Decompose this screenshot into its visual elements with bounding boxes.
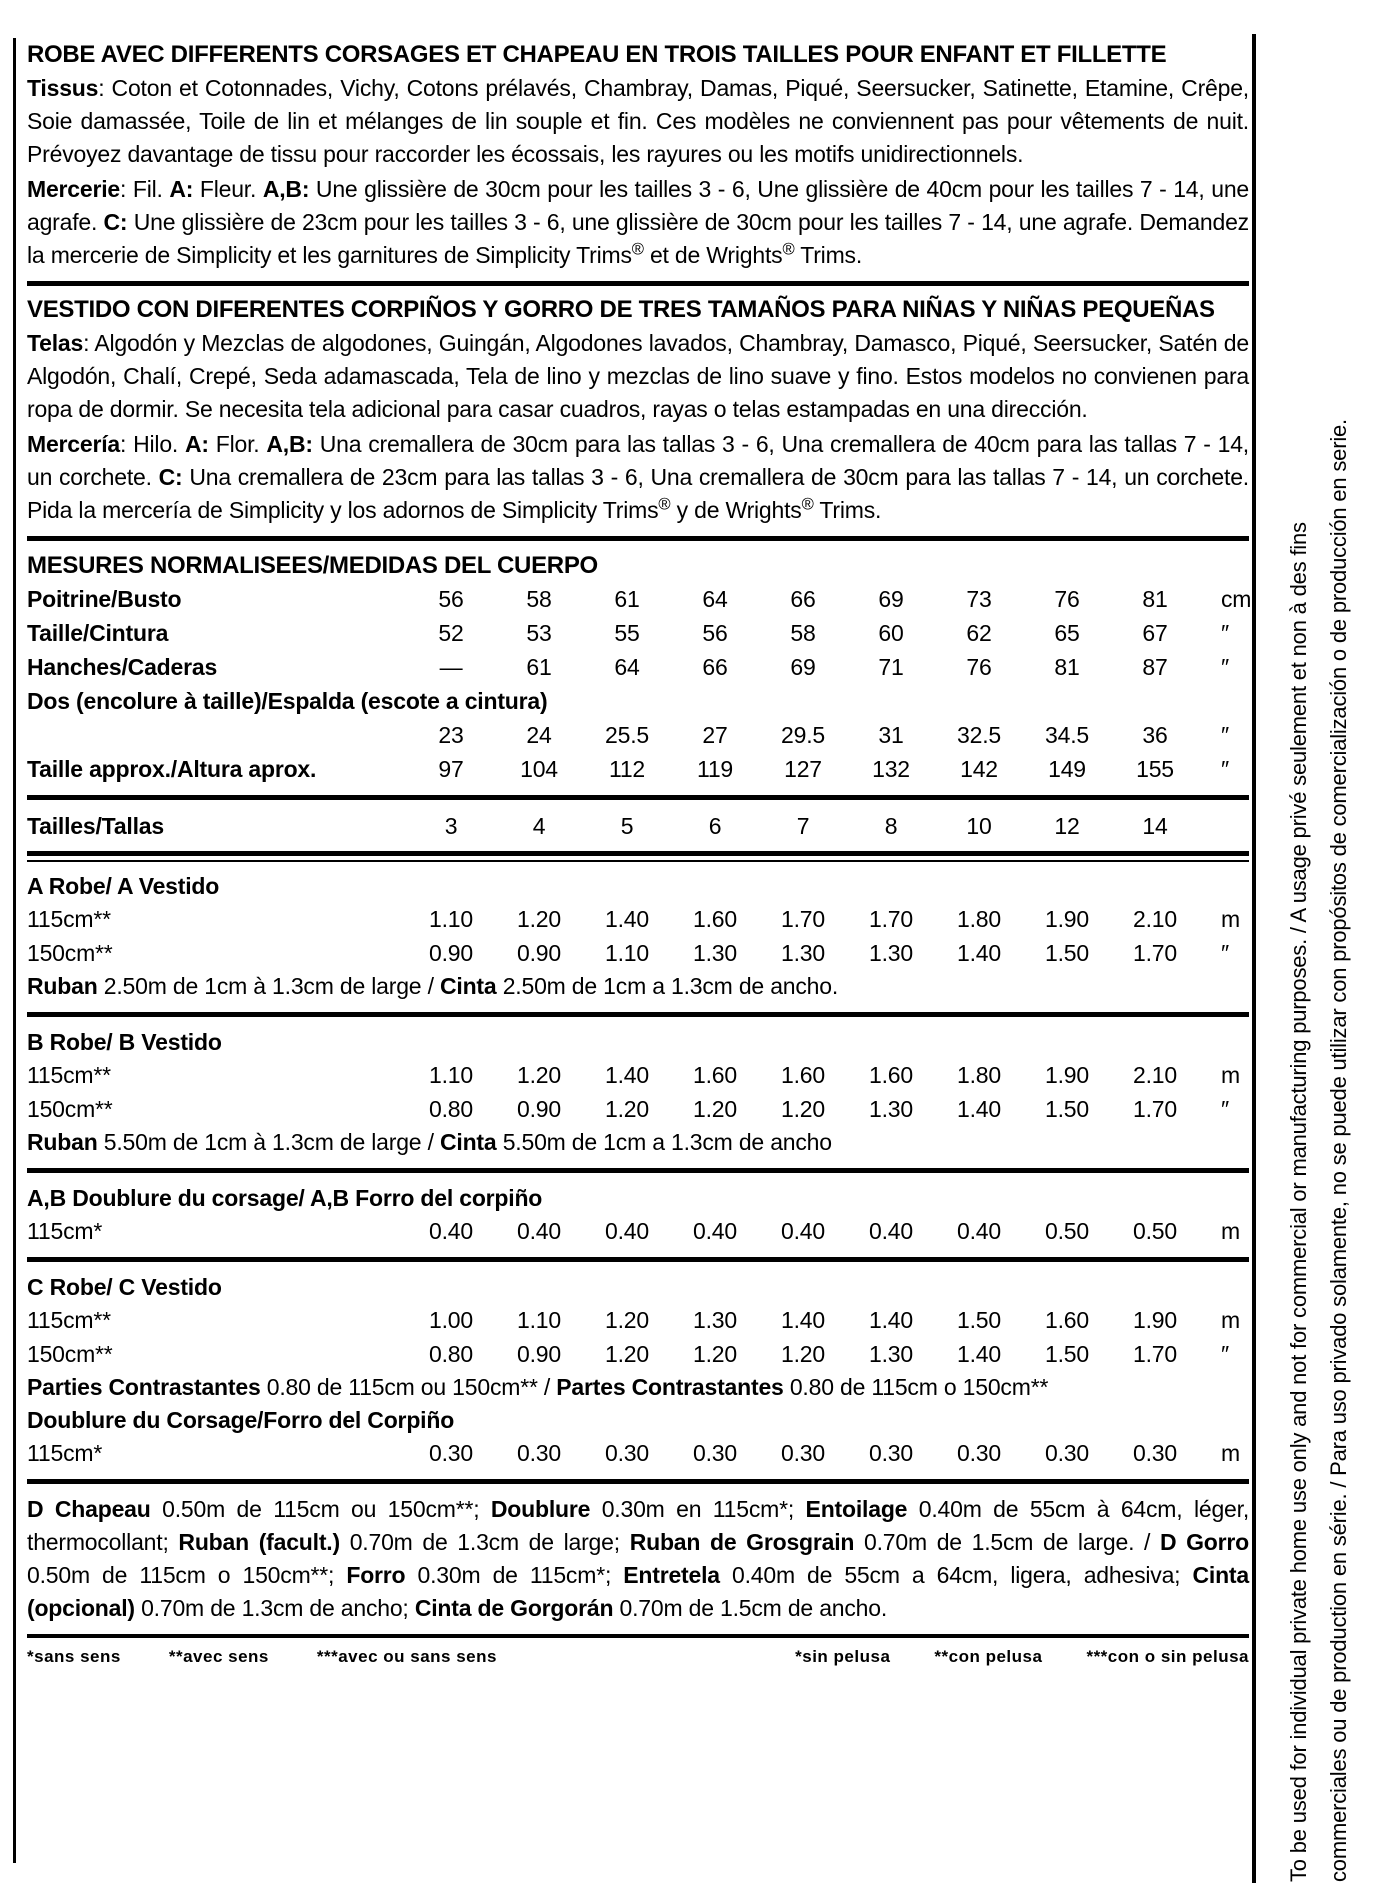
left-border-line: [13, 38, 16, 1863]
table-row-height: [27, 752, 1249, 786]
table-row-hips: [27, 650, 1249, 684]
sizes-row: [27, 809, 1249, 843]
section-a-heading: A Robe/ A Vestido: [27, 873, 220, 899]
table-row-waist: [27, 616, 1249, 650]
table-cell: 0.90: [429, 940, 473, 966]
bodice-lining-heading: Doublure du Corsage/Forro del Corpiño: [27, 1407, 455, 1433]
table-row-c-115: [27, 1303, 1249, 1337]
table-cell: 1.70: [869, 906, 913, 932]
paragraph-notions-spanish: [27, 428, 1249, 527]
text-run: D Gorro: [1159, 1529, 1249, 1555]
unit-cell: m: [1221, 1307, 1240, 1333]
table-cell: 1.80: [957, 906, 1001, 932]
unit-cell: cm: [1221, 586, 1252, 612]
table-cell: 1.30: [693, 940, 737, 966]
table-cell: 132: [872, 756, 910, 782]
table-cell: 0.40: [429, 1218, 473, 1244]
body-measurements-heading: MESURES NORMALISEES/MEDIDAS DEL CUERPO: [27, 552, 598, 579]
footer-divider: [27, 1634, 1249, 1638]
table-cell: 1.90: [1045, 906, 1089, 932]
paragraph-notions-french: [27, 173, 1249, 272]
copyright-notice-line2: commerciales ou de production en série. / Para uso privado solamente, no se puede utilizar con propósitos de comercialización o de producción en serie.: [1326, 419, 1351, 1882]
text-run: Forro: [346, 1562, 406, 1588]
ribbon-note-a: [27, 970, 1249, 1003]
table-cell: 1.40: [957, 1096, 1001, 1122]
table-cell: 155: [1136, 756, 1174, 782]
table-cell: 1.60: [781, 1062, 825, 1088]
text-run: 0.30m de 115cm*;: [405, 1562, 624, 1588]
table-cell: 52: [438, 620, 464, 646]
table-cell: 3: [444, 813, 458, 839]
footnote-con-pelusa: **con pelusa: [934, 1647, 1043, 1666]
title-french: ROBE AVEC DIFFERENTS CORSAGES ET CHAPEAU EN TROIS TAILLES POUR ENFANT ET FILLETTE: [27, 41, 1167, 68]
table-cell: 0.90: [517, 1341, 561, 1367]
section-divider: [27, 1168, 1249, 1173]
table-cell: 1.30: [781, 940, 825, 966]
text-run: Cinta: [439, 1129, 497, 1155]
table-cell: 71: [878, 654, 904, 680]
table-cell: 0.50: [1045, 1218, 1089, 1244]
unit-cell: m: [1221, 1062, 1240, 1088]
text-run: 0.70m de 1.5cm de large. /: [854, 1529, 1160, 1555]
text-run: 2.50m de 1cm a 1.3cm de ancho.: [496, 973, 839, 999]
table-cell: 0.80: [429, 1096, 473, 1122]
table-cell: 1.60: [1045, 1307, 1089, 1333]
row-label: Taille approx./Altura aprox.: [27, 756, 317, 782]
table-cell: 87: [1142, 654, 1168, 680]
table-cell: 1.70: [781, 906, 825, 932]
row-label: Poitrine/Busto: [27, 586, 182, 612]
text-run: Una cremallera de 23cm para las tallas 3 - 6, Una cremallera de 30cm para las tallas 7 - 14, un corchete. Pida la mercería de Simplicity y los adornos de Simplicity Trims: [27, 464, 1249, 523]
table-cell: 0.40: [957, 1218, 1001, 1244]
table-cell: 1.90: [1045, 1062, 1089, 1088]
section-ab-lining-heading: A,B Doublure du corsage/ A,B Forro del corpiño: [27, 1185, 543, 1211]
text-run: Flor.: [208, 431, 267, 457]
text-run: Telas: [27, 330, 84, 356]
table-cell: 0.90: [517, 940, 561, 966]
table-cell: 36: [1142, 722, 1168, 748]
table-cell: 0.30: [429, 1440, 473, 1466]
table-cell: 1.50: [1045, 1096, 1089, 1122]
table-cell: 0.30: [693, 1440, 737, 1466]
text-run: : Algodón y Mezclas de algodones, Guingán, Algodones lavados, Chambray, Damasco, Piqué, Seersucker, Satén de Algodón, Chalí, Crepé, Seda adamascada, Tela de lino y mezclas de lino suave y fino. Estos modelos no convienen para ropa de dormir. Se necesita tela adicional para casar cuadros, rayas o telas estampadas en una dirección.: [27, 330, 1249, 422]
table-cell: 5: [620, 813, 634, 839]
text-run: Une glissière de 30cm pour les tailles 3 - 6, Une glissière de 40cm pour les tailles 7 - 14, une agrafe.: [27, 176, 1249, 235]
section-b-heading: B Robe/ B Vestido: [27, 1029, 222, 1055]
section-divider: [27, 536, 1249, 541]
row-label: Tailles/Tallas: [27, 813, 164, 839]
unit-cell: m: [1221, 906, 1240, 932]
footnote-avec-sens: **avec sens: [168, 1647, 269, 1666]
text-run: 0.50m de 115cm o 150cm**;: [27, 1562, 347, 1588]
text-run: Ruban de Grosgrain: [629, 1529, 855, 1555]
text-run: A:: [169, 176, 194, 202]
table-cell: 1.70: [1133, 1341, 1177, 1367]
text-run: A:: [185, 431, 209, 457]
table-cell: 61: [526, 654, 552, 680]
table-cell: 1.20: [517, 906, 561, 932]
double-divider: [27, 851, 1249, 862]
table-cell: 0.80: [429, 1341, 473, 1367]
table-cell: 10: [966, 813, 992, 839]
table-cell: 69: [878, 586, 904, 612]
table-cell: 1.30: [869, 1096, 913, 1122]
table-cell: 1.40: [605, 1062, 649, 1088]
table-cell: 0.40: [517, 1218, 561, 1244]
table-row-b-115: [27, 1058, 1249, 1092]
footnotes-row: [27, 1647, 1249, 1667]
table-cell: 1.10: [605, 940, 649, 966]
table-cell: 1.90: [1133, 1307, 1177, 1333]
row-label: 115cm*: [27, 1218, 103, 1244]
registered-trademark-symbol: ®: [782, 239, 795, 259]
table-cell: 64: [614, 654, 640, 680]
table-cell: 0.90: [517, 1096, 561, 1122]
row-label: 115cm**: [27, 1307, 111, 1333]
unit-cell: ″: [1221, 620, 1229, 646]
unit-cell: m: [1221, 1218, 1240, 1244]
table-cell: 65: [1054, 620, 1080, 646]
registered-trademark-symbol: ®: [631, 239, 644, 259]
text-run: Mercería: [27, 431, 121, 457]
section-divider: [27, 1479, 1249, 1484]
table-cell: 69: [790, 654, 816, 680]
text-run: 0.70m de 1.3cm de large;: [339, 1529, 630, 1555]
table-row-back-label: [27, 684, 1249, 718]
footnotes-french: [27, 1647, 497, 1667]
table-cell: 1.70: [1133, 940, 1177, 966]
section-c-heading: C Robe/ C Vestido: [27, 1274, 222, 1300]
text-run: y de Wrights: [670, 497, 802, 523]
text-run: et de Wrights: [643, 242, 783, 268]
table-cell: 1.30: [693, 1307, 737, 1333]
table-cell: 1.40: [957, 1341, 1001, 1367]
yardage-section-a: [27, 870, 1249, 1003]
table-row-b-150: [27, 1092, 1249, 1126]
vertical-divider-line: [1252, 34, 1256, 1883]
table-row-back-values: [27, 718, 1249, 752]
text-run: Parties Contrastantes: [27, 1374, 261, 1400]
table-cell: 12: [1054, 813, 1080, 839]
text-run: Cinta de Gorgorán: [414, 1595, 614, 1621]
table-row-ab-lining-115: [27, 1214, 1249, 1248]
row-label: 150cm**: [27, 1096, 113, 1122]
row-label: Taille/Cintura: [27, 620, 169, 646]
table-cell: 1.30: [869, 1341, 913, 1367]
table-cell: 0.30: [781, 1440, 825, 1466]
text-run: Trims.: [794, 242, 863, 268]
table-cell: 0.50: [1133, 1218, 1177, 1244]
table-cell: 1.20: [781, 1341, 825, 1367]
table-cell: 32.5: [957, 722, 1001, 748]
unit-cell: ″: [1221, 1341, 1229, 1367]
table-cell: 58: [526, 586, 552, 612]
paragraph-fabrics-spanish: [27, 327, 1249, 426]
text-run: Ruban (facult.): [178, 1529, 340, 1555]
text-run: Entoilage: [805, 1496, 908, 1522]
table-cell: 62: [966, 620, 992, 646]
text-run: 5.50m de 1cm a 1.3cm de ancho: [496, 1129, 832, 1155]
table-cell: 8: [884, 813, 898, 839]
unit-cell: ″: [1221, 722, 1229, 748]
table-cell: 127: [784, 756, 822, 782]
yardage-section-b: [27, 1026, 1249, 1159]
text-run: A,B:: [266, 431, 313, 457]
text-run: 2.50m de 1cm à 1.3cm de large /: [97, 973, 440, 999]
unit-cell: ″: [1221, 654, 1229, 680]
main-content-column: [27, 40, 1252, 1667]
table-cell: 97: [438, 756, 464, 782]
paragraph-fabrics-french: [27, 72, 1249, 171]
text-run: 0.70m de 1.3cm de ancho;: [134, 1595, 415, 1621]
table-cell: 25.5: [605, 722, 649, 748]
paragraph-hat-d: [27, 1493, 1249, 1625]
table-cell: 0.30: [869, 1440, 913, 1466]
table-cell: 53: [526, 620, 552, 646]
table-cell: 1.50: [957, 1307, 1001, 1333]
table-cell: 0.30: [517, 1440, 561, 1466]
row-label: 115cm**: [27, 1062, 111, 1088]
text-run: C:: [103, 209, 128, 235]
row-label: 150cm**: [27, 1341, 113, 1367]
table-cell: 0.30: [605, 1440, 649, 1466]
text-run: Une glissière de 23cm pour les tailles 3 - 6, une glissière de 30cm pour les tailles 7 - 14, une agrafe. Demandez la mercerie de Simplicity et les garnitures de Simplicity Trims: [27, 209, 1249, 268]
table-cell: 1.10: [517, 1307, 561, 1333]
table-cell: 66: [702, 654, 728, 680]
footnote-sans-sens: *sans sens: [27, 1647, 121, 1666]
text-run: 5.50m de 1cm à 1.3cm de large /: [97, 1129, 440, 1155]
table-cell: 1.80: [957, 1062, 1001, 1088]
table-row-c-150: [27, 1337, 1249, 1371]
table-cell: 149: [1048, 756, 1086, 782]
table-cell: —: [439, 654, 463, 680]
text-run: D Chapeau: [27, 1496, 151, 1522]
text-run: 0.40m de 55cm à 64cm, léger, thermocollant;: [27, 1496, 1250, 1555]
table-cell: 1.40: [957, 940, 1001, 966]
table-cell: 1.20: [605, 1341, 649, 1367]
copyright-notice-line1: To be used for individual private home use only and not for commercial or manufacturing purposes. / A usage privé seulement et non à des fins: [1286, 522, 1311, 1882]
registered-trademark-symbol: ®: [658, 494, 671, 514]
table-cell: 76: [966, 654, 992, 680]
table-cell: 60: [878, 620, 904, 646]
text-run: 0.80 de 115cm ou 150cm** /: [260, 1374, 557, 1400]
table-cell: 31: [878, 722, 904, 748]
table-cell: 58: [790, 620, 816, 646]
table-cell: 1.40: [781, 1307, 825, 1333]
row-label: Dos (encolure à taille)/Espalda (escote a cintura): [27, 688, 548, 714]
table-cell: 23: [438, 722, 464, 748]
table-cell: 66: [790, 586, 816, 612]
text-run: : Fil.: [120, 176, 170, 202]
unit-cell: ″: [1221, 756, 1229, 782]
table-cell: 14: [1142, 813, 1168, 839]
table-cell: 1.20: [605, 1096, 649, 1122]
footnotes-spanish: [795, 1647, 1249, 1667]
text-run: 0.80 de 115cm o 150cm**: [783, 1374, 1049, 1400]
text-run: Cinta (opcional): [27, 1562, 1249, 1621]
table-cell: 1.20: [517, 1062, 561, 1088]
table-row-a-115: [27, 902, 1249, 936]
table-cell: 0.40: [781, 1218, 825, 1244]
ribbon-note-b: [27, 1126, 1249, 1159]
section-divider: [27, 1012, 1249, 1017]
table-cell: 1.40: [605, 906, 649, 932]
table-cell: 1.00: [429, 1307, 473, 1333]
contrast-pieces-note: [27, 1371, 1249, 1404]
footnote-con-o-sin-pelusa: ***con o sin pelusa: [1086, 1647, 1249, 1666]
table-cell: 81: [1054, 654, 1080, 680]
table-cell: 1.60: [693, 1062, 737, 1088]
body-measurements-table: [27, 582, 1252, 786]
table-cell: 104: [520, 756, 558, 782]
footnote-sin-pelusa: *sin pelusa: [795, 1647, 891, 1666]
table-cell: 1.40: [869, 1307, 913, 1333]
table-cell: 34.5: [1045, 722, 1089, 748]
text-run: Cinta: [439, 973, 497, 999]
table-row-bust: [27, 582, 1252, 616]
table-row-a-150: [27, 936, 1249, 970]
yardage-section-ab-lining: [27, 1182, 1249, 1248]
table-cell: 2.10: [1133, 906, 1177, 932]
row-label: 115cm*: [27, 1440, 103, 1466]
table-cell: 67: [1142, 620, 1168, 646]
table-cell: 56: [438, 586, 464, 612]
table-cell: 2.10: [1133, 1062, 1177, 1088]
table-cell: 64: [702, 586, 728, 612]
table-cell: 1.20: [693, 1341, 737, 1367]
table-cell: 24: [526, 722, 552, 748]
row-label: Hanches/Caderas: [27, 654, 218, 680]
text-run: 0.30m en 115cm*;: [590, 1496, 806, 1522]
text-run: 0.70m de 1.5cm de ancho.: [613, 1595, 888, 1621]
table-cell: 1.60: [869, 1062, 913, 1088]
text-run: 0.50m de 115cm ou 150cm**;: [150, 1496, 491, 1522]
table-cell: 1.20: [605, 1307, 649, 1333]
table-cell: 1.60: [693, 906, 737, 932]
text-run: Mercerie: [27, 176, 121, 202]
text-run: Ruban: [27, 1129, 98, 1155]
unit-cell: ″: [1221, 1096, 1229, 1122]
footnote-avec-ou-sans-sens: ***avec ou sans sens: [316, 1647, 497, 1666]
table-cell: 1.20: [693, 1096, 737, 1122]
table-cell: 0.30: [1133, 1440, 1177, 1466]
table-cell: 4: [532, 813, 546, 839]
table-cell: 1.20: [781, 1096, 825, 1122]
table-cell: 7: [796, 813, 810, 839]
table-cell: 142: [960, 756, 998, 782]
table-cell: 73: [966, 586, 992, 612]
text-run: Ruban: [27, 973, 98, 999]
table-cell: 0.40: [693, 1218, 737, 1244]
text-run: Partes Contrastantes: [556, 1374, 784, 1400]
text-run: A,B:: [262, 176, 310, 202]
text-run: Trims.: [813, 497, 882, 523]
table-cell: 6: [708, 813, 722, 839]
table-cell: 1.50: [1045, 940, 1089, 966]
text-run: : Hilo.: [120, 431, 185, 457]
table-row-bodice-lining-115: [27, 1436, 1249, 1470]
text-run: Doublure: [490, 1496, 591, 1522]
text-run: Una cremallera de 30cm para las tallas 3 - 6, Una cremallera de 40cm para las tallas 7 - 14, un corchete.: [27, 431, 1249, 490]
section-divider: [27, 1257, 1249, 1262]
table-cell: 119: [696, 756, 734, 782]
text-run: Fleur.: [193, 176, 263, 202]
table-cell: 56: [702, 620, 728, 646]
text-run: 0.40m de 55cm a 64cm, ligera, adhesiva;: [719, 1562, 1193, 1588]
table-cell: 1.70: [1133, 1096, 1177, 1122]
registered-trademark-symbol: ®: [801, 494, 814, 514]
table-cell: 29.5: [781, 722, 825, 748]
text-run: : Coton et Cotonnades, Vichy, Cotons prélavés, Chambray, Damas, Piqué, Seersucker, Satinette, Etamine, Crêpe, Soie damassée, Toile de lin et mélanges de lin souple et fin. Ces modèles ne conviennent pas pour vêtements de nuit. Prévoyez davantage de tissu pour raccorder les écossais, les rayures ou les motifs unidirectionnels.: [27, 75, 1249, 167]
unit-cell: ″: [1221, 940, 1229, 966]
unit-cell: m: [1221, 1440, 1240, 1466]
table-cell: 1.30: [869, 940, 913, 966]
title-spanish: VESTIDO CON DIFERENTES CORPIÑOS Y GORRO DE TRES TAMAÑOS PARA NIÑAS Y NIÑAS PEQUEÑAS: [27, 296, 1215, 323]
table-cell: 1.50: [1045, 1341, 1089, 1367]
table-cell: 27: [702, 722, 728, 748]
table-cell: 0.40: [605, 1218, 649, 1244]
unit-cell: [1199, 809, 1249, 843]
section-divider: [27, 795, 1249, 800]
row-label: 150cm**: [27, 940, 113, 966]
table-cell: 0.30: [1045, 1440, 1089, 1466]
text-run: Tissus: [27, 75, 99, 101]
table-cell: 76: [1054, 586, 1080, 612]
table-cell: 0.30: [957, 1440, 1001, 1466]
table-cell: 55: [614, 620, 640, 646]
row-label: 115cm**: [27, 906, 111, 932]
table-cell: 112: [608, 756, 646, 782]
section-divider: [27, 281, 1249, 286]
row-label: [27, 718, 407, 752]
table-cell: 81: [1142, 586, 1168, 612]
text-run: C:: [158, 464, 183, 490]
table-cell: 61: [614, 586, 640, 612]
table-cell: 1.10: [429, 1062, 473, 1088]
table-cell: 1.10: [429, 906, 473, 932]
table-cell: 0.40: [869, 1218, 913, 1244]
yardage-section-c: [27, 1271, 1249, 1470]
text-run: Entretela: [623, 1562, 720, 1588]
